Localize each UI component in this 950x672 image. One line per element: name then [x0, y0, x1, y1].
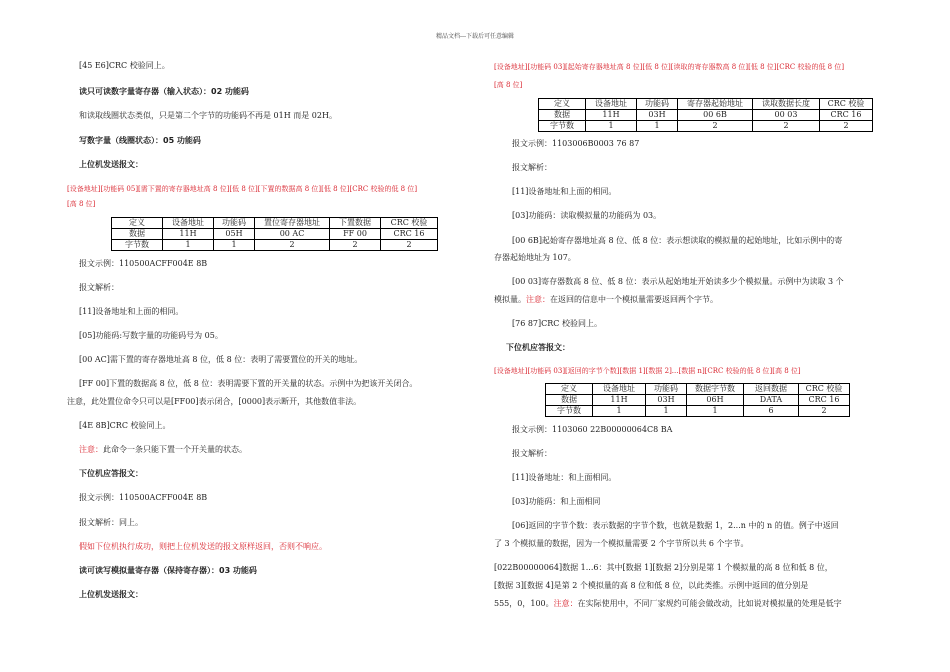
table-cell: CRC 16: [820, 110, 873, 121]
text-line: 报文解析：同上。: [79, 518, 143, 527]
note-label: 注意：: [553, 599, 578, 608]
table-cell: 05H: [214, 229, 255, 240]
section-heading: 上位机发送报文：: [79, 590, 143, 599]
table-cell: 置位寄存器地址: [255, 218, 330, 229]
text-line: 报文解析：: [512, 163, 552, 172]
note-line: [79, 444, 247, 456]
text-line: [数据 3][数据 4]是第 2 个模拟量的高 8 位和低 8 位，以此类推。示例中返回的值分别是: [494, 581, 809, 590]
table-cell: 数据: [546, 395, 593, 406]
text-line: [11]设备地址：和上面相同。: [512, 473, 617, 482]
table-cell: 数据字节数: [687, 384, 744, 395]
section-heading: 上位机发送报文：: [79, 160, 143, 169]
text-span: 在返回的信息中一个模拟量需要返回两个字节。: [550, 295, 718, 304]
table-cell: 06H: [687, 395, 744, 406]
frame-format: [设备地址][功能码 03][返回的字节个数][数据 1][数据 2]...[数据 n][CRC 校验的低 8 位][高 8 位]: [494, 367, 801, 375]
table-row: [112, 240, 438, 251]
table-cell: 数据: [112, 229, 163, 240]
table-cell: 下置数据: [330, 218, 381, 229]
text-span: 555，0，100。: [494, 599, 554, 608]
table-cell: 1: [646, 406, 687, 417]
table-cell: 2: [330, 240, 381, 251]
text-line: [76 87]CRC 校验同上。: [512, 319, 602, 328]
table-row: [546, 395, 850, 406]
message-table: [545, 383, 850, 417]
section-heading: 读可读写模拟量寄存器（保持寄存器）：03 功能码: [79, 566, 257, 575]
table-cell: 功能码: [646, 384, 687, 395]
table-cell: 03H: [646, 395, 687, 406]
table-cell: 字节数: [539, 121, 586, 132]
frame-format: [设备地址][功能码 05][需下置的寄存器地址高 8 位][低 8 位][下置的数据高 8 位][低 8 位][CRC 校验的低 8 位]: [67, 185, 418, 193]
table-cell: 设备地址: [593, 384, 646, 395]
table-cell: 寄存器起始地址: [678, 99, 753, 110]
table-header-row: [112, 218, 438, 229]
frame-format: [高 8 位]: [494, 81, 523, 89]
table-row: [539, 110, 873, 121]
text-line: 报文解析：: [79, 283, 119, 292]
table-cell: 1: [214, 240, 255, 251]
table-cell: CRC 16: [799, 395, 850, 406]
table-cell: 功能码: [214, 218, 255, 229]
table-cell: 2: [799, 406, 850, 417]
table-cell: 00 AC: [255, 229, 330, 240]
text-line: [45 E6]CRC 校验同上。: [79, 61, 170, 70]
section-heading: 下位机应答报文：: [79, 469, 143, 478]
table-cell: 字节数: [112, 240, 163, 251]
table-cell: 字节数: [546, 406, 593, 417]
table-cell: 设备地址: [586, 99, 637, 110]
note-line: [494, 598, 842, 610]
table-cell: FF 00: [330, 229, 381, 240]
table-cell: 1: [586, 121, 637, 132]
message-table: [538, 98, 873, 132]
table-row: [112, 229, 438, 240]
table-cell: 2: [678, 121, 753, 132]
text-line: [11]设备地址和上面的相同。: [512, 187, 617, 196]
text-line: [06]返回的字节个数：表示数据的字节个数，也就是数据 1，2...n 中的 n 的值。例子中返回: [512, 521, 839, 530]
note-label: 注意：: [79, 445, 103, 454]
text-line: 存器起始地址为 107。: [494, 253, 576, 262]
table-cell: CRC 校验: [799, 384, 850, 395]
table-cell: 2: [820, 121, 873, 132]
table-cell: 00 03: [753, 110, 820, 121]
table-cell: 6: [744, 406, 799, 417]
text-line: [00 03]寄存器数高 8 位、低 8 位：表示从起始地址开始读多少个模拟量。示例中为读取 3 个: [512, 277, 844, 286]
text-line: [05]功能码:写数字量的功能码号为 05。: [79, 331, 223, 340]
text-line: 假如下位机执行成功，则把上位机发送的报文原样返回，否则不响应。: [79, 542, 327, 551]
text-line: 和读取线圈状态类似，只是第二个字节的功能码不再是 01H 而是 02H。: [79, 111, 337, 120]
table-cell: 2: [255, 240, 330, 251]
table-cell: 11H: [586, 110, 637, 121]
page-header: 精品文档---下载后可任意编辑: [435, 33, 515, 40]
text-line: 报文解析：: [512, 449, 552, 458]
table-cell: 03H: [637, 110, 678, 121]
table-header-row: [539, 99, 873, 110]
text-span: 在实际使用中，不同厂家规约可能会做改动，比如说对模拟量的处理是低字: [577, 599, 842, 608]
text-line: [FF 00]下置的数据高 8 位，低 8 位：表明需要下置的开关量的状态。示例中为把该开关闭合。: [79, 379, 418, 388]
section-heading: 写数字量（线圈状态）：05 功能码: [79, 136, 201, 145]
table-cell: 定义: [546, 384, 593, 395]
section-heading: 下位机应答报文：: [506, 343, 570, 352]
frame-format: [高 8 位]: [67, 200, 96, 208]
text-line: [11]设备地址和上面的相同。: [79, 307, 184, 316]
table-cell: CRC 校验: [381, 218, 438, 229]
table-cell: 00 6B: [678, 110, 753, 121]
note-label: 注意：: [526, 295, 550, 304]
table-cell: CRC 16: [381, 229, 438, 240]
text-line: 了 3 个模拟量的数据，因为一个模拟量需要 2 个字节所以共 6 个字节。: [494, 539, 749, 548]
text-line: [00 6B]起始寄存器地址高 8 位、低 8 位：表示想读取的模拟量的起始地址，比如示例中的寄: [512, 236, 843, 245]
table-cell: 1: [637, 121, 678, 132]
note-text: 此命令一条只能下置一个开关量的状态。: [103, 445, 247, 454]
table-row: [539, 121, 873, 132]
table-cell: 返回数据: [744, 384, 799, 395]
table-header-row: [546, 384, 850, 395]
table-row: [546, 406, 850, 417]
frame-format: [设备地址][功能码 03][起始寄存器地址高 8 位][低 8 位][读取的寄存器数高 8 位][低 8 位][CRC 校验的低 8 位]: [494, 63, 845, 71]
text-line: [4E 8B]CRC 校验同上。: [79, 421, 171, 430]
text-line: 注意，此处置位命令只可以是[FF00]表示闭合，[0000]表示断开，其他数值非法。: [67, 397, 362, 406]
text-line: 报文示例：110500ACFF004E 8B: [79, 493, 208, 502]
text-line: 报文示例：110500ACFF004E 8B: [79, 259, 208, 268]
section-heading: 读只可读数字量寄存器（输入状态）：02 功能码: [79, 87, 249, 96]
table-cell: 11H: [593, 395, 646, 406]
text-line: [022B00000064]数据 1...6：其中[数据 1][数据 2]分别是第 1 个模拟量的高 8 位和低 8 位，: [494, 563, 833, 572]
table-cell: 功能码: [637, 99, 678, 110]
table-cell: 读取数据长度: [753, 99, 820, 110]
table-cell: 2: [381, 240, 438, 251]
table-cell: 1: [593, 406, 646, 417]
note-line: [494, 294, 718, 306]
table-cell: 定义: [539, 99, 586, 110]
table-cell: 数据: [539, 110, 586, 121]
text-line: [03]功能码：和上面相同: [512, 497, 601, 506]
text-line: 报文示例：1103006B0003 76 87: [512, 139, 640, 148]
text-line: [00 AC]需下置的寄存器地址高 8 位，低 8 位：表明了需要置位的开关的地址。: [79, 355, 363, 364]
table-cell: CRC 校验: [820, 99, 873, 110]
table-cell: 2: [753, 121, 820, 132]
table-cell: 定义: [112, 218, 163, 229]
table-cell: 设备地址: [163, 218, 214, 229]
table-cell: DATA: [744, 395, 799, 406]
table-cell: 1: [163, 240, 214, 251]
message-table: [111, 217, 438, 251]
text-line: 报文示例：1103060 22B00000064C8 BA: [512, 425, 673, 434]
text-span: 模拟量。: [494, 295, 526, 304]
text-line: [03]功能码：读取模拟量的功能码为 03。: [512, 211, 662, 220]
table-cell: 11H: [163, 229, 214, 240]
table-cell: 1: [687, 406, 744, 417]
